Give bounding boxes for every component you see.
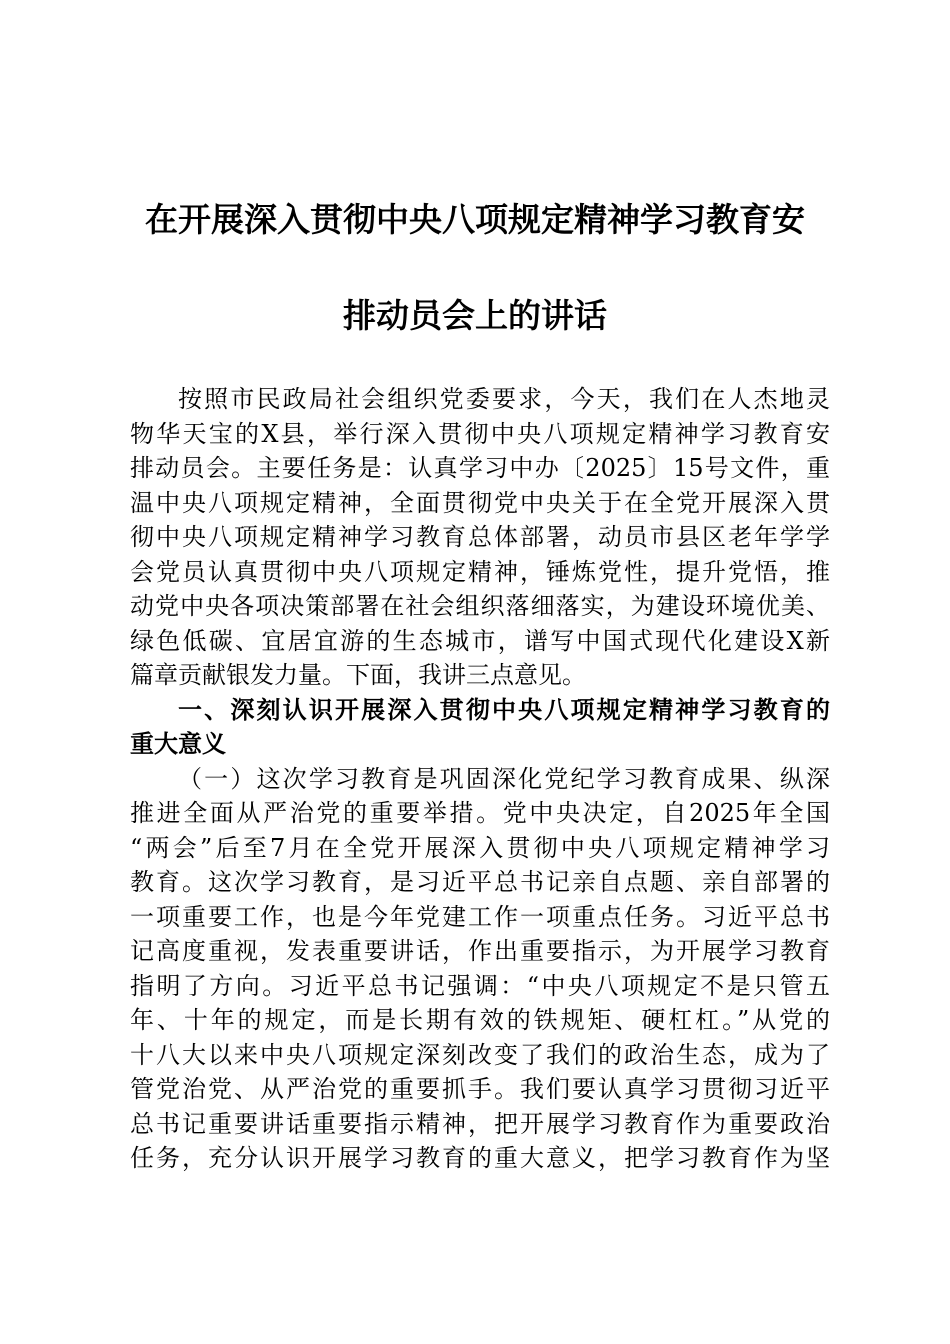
subsection-line: 推进全面从严治党的重要举措。党中央决定，自2025年全国 [130,799,830,827]
intro-line: 排动员会。主要任务是：认真学习中办〔2025〕15号文件，重 [130,454,830,482]
subsection-line: 教育。这次学习教育，是习近平总书记亲自点题、亲自部署的 [130,868,830,896]
intro-line: 温中央八项规定精神，全面贯彻党中央关于在全党开展深入贯 [130,488,830,517]
document-title-line-2: 排动员会上的讲话 [343,296,607,335]
subsection-line: 一项重要工作，也是今年党建工作一项重点任务。习近平总书 [130,902,830,931]
section-heading-line: 重大意义 [130,730,226,758]
subsection-line: 管党治党、从严治党的重要抓手。我们要认真学习贯彻习近平 [130,1075,830,1103]
subsection-line: 指明了方向。习近平总书记强调：“中央八项规定不是只管五 [130,971,830,1000]
subsection-line: “两会”后至7月在全党开展深入贯彻中央八项规定精神学习 [130,833,830,862]
intro-line: 绿色低碳、宜居宜游的生态城市，谱写中国式现代化建设X新 [130,626,830,655]
intro-line: 按照市民政局社会组织党委要求，今天，我们在人杰地灵 [178,385,830,413]
subsection-line: （一）这次学习教育是巩固深化党纪学习教育成果、纵深 [178,764,830,793]
intro-line: 彻中央八项规定精神学习教育总体部署，动员市县区老年学学 [130,523,830,551]
document-title-line-1: 在开展深入贯彻中央八项规定精神学习教育安 [145,200,805,239]
intro-line: 动党中央各项决策部署在社会组织落细落实，为建设环境优美、 [130,592,830,620]
subsection-line: 年、十年的规定，而是长期有效的铁规矩、硬杠杠。”从党的 [130,1006,830,1034]
subsection-line: 总书记重要讲话重要指示精神，把开展学习教育作为重要政治 [130,1109,830,1138]
section-heading-line: 一、深刻认识开展深入贯彻中央八项规定精神学习教育的 [178,695,830,724]
subsection-line: 记高度重视，发表重要讲话，作出重要指示，为开展学习教育 [130,937,830,965]
intro-line: 会党员认真贯彻中央八项规定精神，锤炼党性，提升党悟，推 [130,557,830,586]
intro-line: 物华天宝的X县，举行深入贯彻中央八项规定精神学习教育安 [130,419,830,448]
intro-line: 篇章贡献银发力量。下面，我讲三点意见。 [130,661,586,689]
subsection-line: 十八大以来中央八项规定深刻改变了我们的政治生态，成为了 [130,1040,830,1069]
subsection-line: 任务，充分认识开展学习教育的重大意义，把学习教育作为坚 [130,1144,830,1172]
document-body [130,382,830,1176]
